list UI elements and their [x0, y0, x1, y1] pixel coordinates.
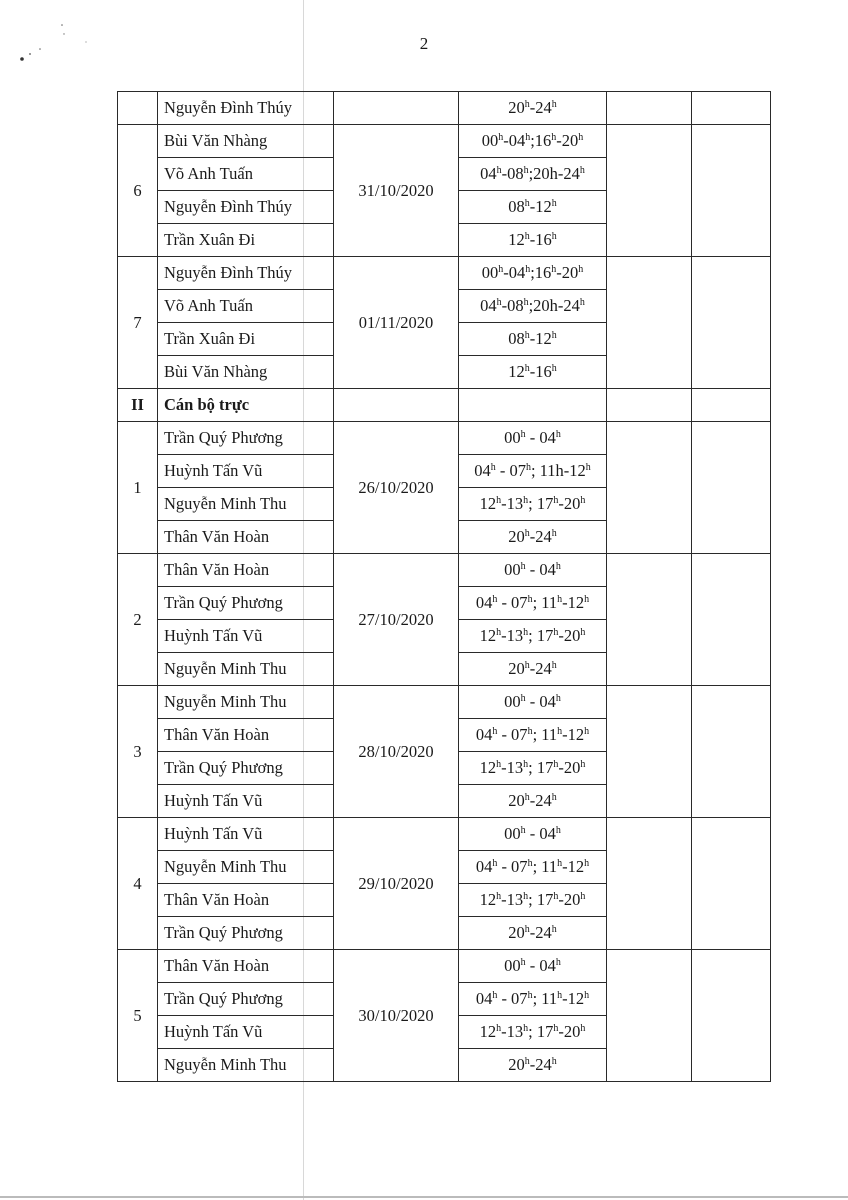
- table-row: [118, 818, 771, 851]
- time-text: -04: [503, 131, 526, 150]
- officer-name: Nguyễn Đình Thúy: [158, 257, 334, 290]
- time-text: ;20h-24: [528, 164, 580, 183]
- officer-name: Nguyễn Minh Thu: [158, 686, 334, 719]
- time-text: -20: [558, 626, 581, 645]
- time-text: - 07: [497, 989, 528, 1008]
- time-superscript: h: [498, 264, 504, 275]
- duty-date: 30/10/2020: [334, 950, 459, 1082]
- officer-name: Trần Xuân Đi: [158, 224, 334, 257]
- duty-time: [459, 257, 607, 290]
- duty-time: [459, 191, 607, 224]
- duty-time: [459, 950, 607, 983]
- time-superscript: h: [523, 165, 529, 176]
- time-text: -24: [529, 1055, 552, 1074]
- time-superscript: h: [584, 726, 590, 737]
- time-text: -20: [558, 494, 581, 513]
- time-superscript: h: [584, 858, 590, 869]
- time-text: ; 11: [532, 725, 558, 744]
- time-text: 04: [475, 989, 493, 1008]
- time-superscript: h: [557, 726, 563, 737]
- time-superscript: h: [557, 858, 563, 869]
- time-superscript: h: [492, 990, 498, 1001]
- duty-time: [459, 92, 607, 125]
- time-text: 04: [480, 296, 497, 315]
- empty-cell: [607, 950, 692, 1082]
- empty-cell: [607, 257, 692, 389]
- time-text: 08: [508, 329, 525, 348]
- empty-cell: [692, 686, 771, 818]
- time-text: -13: [501, 494, 524, 513]
- time-superscript: h: [524, 660, 530, 671]
- time-superscript: h: [551, 792, 557, 803]
- time-text: -24: [529, 791, 552, 810]
- duty-time: [459, 422, 607, 455]
- time-superscript: h: [551, 528, 557, 539]
- empty-cell: [334, 389, 459, 422]
- table-row: [118, 125, 771, 158]
- time-text: 20: [508, 527, 525, 546]
- duty-date: 31/10/2020: [334, 125, 459, 257]
- time-superscript: h: [578, 132, 584, 143]
- time-superscript: h: [527, 858, 533, 869]
- time-text: 00: [504, 692, 521, 711]
- officer-name: Võ Anh Tuấn: [158, 158, 334, 191]
- time-superscript: h: [492, 594, 498, 605]
- time-superscript: h: [580, 1023, 586, 1034]
- time-text: - 07: [495, 461, 526, 480]
- time-text: 00: [504, 824, 521, 843]
- time-superscript: h: [523, 759, 529, 770]
- empty-cell: [607, 686, 692, 818]
- time-superscript: h: [524, 924, 530, 935]
- time-superscript: h: [551, 924, 557, 935]
- time-text: - 04: [525, 560, 556, 579]
- time-text: -13: [501, 890, 524, 909]
- time-text: -13: [501, 758, 524, 777]
- time-text: 12: [479, 626, 497, 645]
- time-text: -13: [501, 626, 524, 645]
- time-text: 20: [508, 923, 525, 942]
- duty-date: 29/10/2020: [334, 818, 459, 950]
- time-superscript: h: [557, 594, 563, 605]
- time-text: 12: [479, 890, 497, 909]
- officer-name: Trần Quý Phương: [158, 752, 334, 785]
- time-text: 12: [508, 362, 525, 381]
- time-text: ; 11: [532, 593, 558, 612]
- scan-bottom-edge: [0, 1196, 848, 1198]
- time-superscript: h: [557, 990, 563, 1001]
- time-superscript: h: [553, 759, 559, 770]
- time-superscript: h: [551, 330, 557, 341]
- time-superscript: h: [584, 594, 590, 605]
- row-number: 7: [118, 257, 158, 389]
- time-text: - 07: [497, 593, 528, 612]
- time-superscript: h: [520, 561, 526, 572]
- time-superscript: h: [490, 462, 496, 473]
- time-text: -16: [529, 230, 552, 249]
- time-text: 04: [480, 164, 497, 183]
- time-superscript: h: [492, 858, 498, 869]
- duty-time: [459, 719, 607, 752]
- time-superscript: h: [524, 528, 530, 539]
- time-text: -20: [556, 263, 579, 282]
- officer-name: Trần Quý Phương: [158, 983, 334, 1016]
- duty-time: [459, 752, 607, 785]
- time-superscript: h: [580, 627, 586, 638]
- time-superscript: h: [527, 726, 533, 737]
- row-number: 5: [118, 950, 158, 1082]
- time-superscript: h: [555, 693, 561, 704]
- time-superscript: h: [496, 297, 502, 308]
- row-number: [118, 92, 158, 125]
- time-superscript: h: [496, 759, 502, 770]
- time-superscript: h: [524, 231, 530, 242]
- time-superscript: h: [523, 627, 529, 638]
- time-text: 12: [479, 1022, 497, 1041]
- time-text: 00: [481, 131, 499, 150]
- duty-time: [459, 224, 607, 257]
- time-superscript: h: [496, 891, 502, 902]
- time-superscript: h: [585, 462, 591, 473]
- time-text: 12: [479, 758, 497, 777]
- time-text: ; 17: [528, 758, 554, 777]
- officer-name: Trần Quý Phương: [158, 422, 334, 455]
- time-superscript: h: [584, 990, 590, 1001]
- time-superscript: h: [492, 726, 498, 737]
- time-text: 04: [475, 593, 493, 612]
- time-superscript: h: [524, 198, 530, 209]
- officer-name: Thân Văn Hoàn: [158, 884, 334, 917]
- duty-time: [459, 884, 607, 917]
- table-row: [118, 950, 771, 983]
- time-text: ;16: [530, 263, 552, 282]
- time-superscript: h: [523, 891, 529, 902]
- officer-name: Trần Quý Phương: [158, 587, 334, 620]
- time-superscript: h: [524, 330, 530, 341]
- time-superscript: h: [555, 957, 561, 968]
- time-text: -16: [529, 362, 552, 381]
- duty-time: [459, 983, 607, 1016]
- time-superscript: h: [496, 627, 502, 638]
- duty-time: [459, 851, 607, 884]
- time-text: -12: [562, 593, 585, 612]
- time-text: - 07: [497, 725, 528, 744]
- time-text: -12: [562, 857, 585, 876]
- time-superscript: h: [520, 429, 526, 440]
- duty-schedule-table: [117, 91, 771, 1082]
- empty-cell: [692, 422, 771, 554]
- time-text: - 04: [525, 956, 556, 975]
- empty-cell: [459, 389, 607, 422]
- time-text: ; 17: [528, 1022, 554, 1041]
- time-text: 00: [504, 428, 521, 447]
- time-text: 12: [479, 494, 497, 513]
- time-superscript: h: [553, 627, 559, 638]
- time-superscript: h: [580, 891, 586, 902]
- duty-date: 01/11/2020: [334, 257, 459, 389]
- time-superscript: h: [523, 297, 529, 308]
- time-superscript: h: [579, 297, 585, 308]
- duty-time: [459, 158, 607, 191]
- time-superscript: h: [555, 561, 561, 572]
- time-superscript: h: [579, 165, 585, 176]
- duty-time: [459, 455, 607, 488]
- time-superscript: h: [520, 693, 526, 704]
- time-superscript: h: [524, 792, 530, 803]
- officer-name: Bùi Văn Nhàng: [158, 356, 334, 389]
- empty-cell: [607, 389, 692, 422]
- duty-time: [459, 488, 607, 521]
- officer-name: Thân Văn Hoàn: [158, 521, 334, 554]
- time-superscript: h: [551, 198, 557, 209]
- officer-name: Nguyễn Minh Thu: [158, 1049, 334, 1082]
- duty-time: [459, 521, 607, 554]
- officer-name: Huỳnh Tấn Vũ: [158, 785, 334, 818]
- time-text: ; 17: [528, 890, 554, 909]
- duty-time: [459, 686, 607, 719]
- time-superscript: h: [555, 429, 561, 440]
- time-superscript: h: [498, 132, 504, 143]
- duty-time: [459, 917, 607, 950]
- table-row: [118, 422, 771, 455]
- officer-name: Nguyễn Minh Thu: [158, 488, 334, 521]
- time-text: - 04: [525, 428, 556, 447]
- duty-date: 26/10/2020: [334, 422, 459, 554]
- time-superscript: h: [553, 495, 559, 506]
- schedule-body: [118, 92, 771, 1082]
- time-superscript: h: [524, 99, 530, 110]
- time-superscript: h: [520, 957, 526, 968]
- duty-time: [459, 1049, 607, 1082]
- empty-cell: [692, 125, 771, 257]
- time-superscript: h: [555, 825, 561, 836]
- officer-name: Thân Văn Hoàn: [158, 950, 334, 983]
- table-row: [118, 686, 771, 719]
- officer-name: Nguyễn Minh Thu: [158, 851, 334, 884]
- duty-date: [334, 92, 459, 125]
- row-number: 2: [118, 554, 158, 686]
- officer-name: Huỳnh Tấn Vũ: [158, 455, 334, 488]
- time-text: -12: [529, 197, 552, 216]
- time-text: 20: [508, 659, 525, 678]
- time-superscript: h: [551, 363, 557, 374]
- section-title: Cán bộ trực: [158, 389, 334, 422]
- time-text: 20: [508, 791, 525, 810]
- time-superscript: h: [551, 132, 557, 143]
- duty-time: [459, 1016, 607, 1049]
- page-number: 2: [419, 34, 429, 53]
- empty-cell: [692, 389, 771, 422]
- time-text: ; 11: [532, 857, 558, 876]
- time-text: -20: [556, 131, 579, 150]
- time-superscript: h: [580, 495, 586, 506]
- empty-cell: [607, 125, 692, 257]
- time-text: ; 11h-12: [530, 461, 586, 480]
- time-superscript: h: [496, 495, 502, 506]
- time-text: 12: [508, 230, 525, 249]
- time-text: -12: [529, 329, 552, 348]
- empty-cell: [607, 92, 692, 125]
- row-number: 6: [118, 125, 158, 257]
- time-superscript: h: [525, 264, 531, 275]
- time-superscript: h: [551, 231, 557, 242]
- time-text: -24: [529, 527, 552, 546]
- time-text: 00: [504, 560, 521, 579]
- time-text: -08: [501, 296, 524, 315]
- time-text: 00: [504, 956, 521, 975]
- time-text: -20: [558, 890, 581, 909]
- officer-name: Trần Xuân Đi: [158, 323, 334, 356]
- time-text: -20: [558, 1022, 581, 1041]
- time-text: -04: [503, 263, 526, 282]
- row-number: 3: [118, 686, 158, 818]
- duty-time: [459, 587, 607, 620]
- time-superscript: h: [525, 462, 531, 473]
- empty-cell: [692, 818, 771, 950]
- time-text: 04: [475, 725, 493, 744]
- time-superscript: h: [580, 759, 586, 770]
- time-text: 00: [481, 263, 499, 282]
- duty-time: [459, 785, 607, 818]
- empty-cell: [692, 554, 771, 686]
- officer-name: Bùi Văn Nhàng: [158, 125, 334, 158]
- table-row: [118, 92, 771, 125]
- officer-name: Huỳnh Tấn Vũ: [158, 620, 334, 653]
- time-superscript: h: [551, 1056, 557, 1067]
- duty-time: [459, 653, 607, 686]
- time-text: ; 11: [532, 989, 558, 1008]
- officer-name: Nguyễn Minh Thu: [158, 653, 334, 686]
- time-superscript: h: [496, 1023, 502, 1034]
- time-superscript: h: [524, 1056, 530, 1067]
- time-text: 04: [474, 461, 491, 480]
- time-text: ;16: [530, 131, 552, 150]
- time-superscript: h: [523, 1023, 529, 1034]
- time-superscript: h: [551, 264, 557, 275]
- time-superscript: h: [527, 990, 533, 1001]
- time-text: -12: [562, 989, 585, 1008]
- empty-cell: [607, 554, 692, 686]
- empty-cell: [692, 950, 771, 1082]
- officer-name: Thân Văn Hoàn: [158, 554, 334, 587]
- duty-time: [459, 356, 607, 389]
- time-text: - 04: [525, 692, 556, 711]
- section-number: II: [118, 389, 158, 422]
- time-text: -12: [562, 725, 585, 744]
- time-text: ; 17: [528, 626, 554, 645]
- officer-name: Thân Văn Hoàn: [158, 719, 334, 752]
- time-superscript: h: [578, 264, 584, 275]
- time-superscript: h: [527, 594, 533, 605]
- time-text: - 04: [525, 824, 556, 843]
- duty-date: 27/10/2020: [334, 554, 459, 686]
- duty-date: 28/10/2020: [334, 686, 459, 818]
- officer-name: Võ Anh Tuấn: [158, 290, 334, 323]
- time-superscript: h: [520, 825, 526, 836]
- row-number: 1: [118, 422, 158, 554]
- officer-name: Huỳnh Tấn Vũ: [158, 1016, 334, 1049]
- time-text: -08: [501, 164, 524, 183]
- time-superscript: h: [553, 1023, 559, 1034]
- table-row: [118, 257, 771, 290]
- duty-time: [459, 290, 607, 323]
- row-number: 4: [118, 818, 158, 950]
- duty-time: [459, 125, 607, 158]
- time-superscript: h: [496, 165, 502, 176]
- time-text: - 07: [497, 857, 528, 876]
- officer-name: Nguyễn Đình Thúy: [158, 191, 334, 224]
- time-text: -20: [558, 758, 581, 777]
- time-text: 20: [508, 98, 525, 117]
- officer-name: Nguyễn Đình Thúy: [158, 92, 334, 125]
- time-text: ;20h-24: [528, 296, 580, 315]
- empty-cell: [607, 818, 692, 950]
- empty-cell: [692, 92, 771, 125]
- table-row: [118, 554, 771, 587]
- time-text: 20: [508, 1055, 525, 1074]
- duty-time: [459, 323, 607, 356]
- time-superscript: h: [524, 363, 530, 374]
- time-superscript: h: [551, 660, 557, 671]
- time-text: -24: [529, 923, 552, 942]
- empty-cell: [607, 422, 692, 554]
- time-text: ; 17: [528, 494, 554, 513]
- time-text: 08: [508, 197, 525, 216]
- time-text: -24: [529, 98, 552, 117]
- time-superscript: h: [551, 99, 557, 110]
- duty-time: [459, 818, 607, 851]
- time-text: -24: [529, 659, 552, 678]
- duty-time: [459, 554, 607, 587]
- empty-cell: [692, 257, 771, 389]
- time-text: 04: [475, 857, 493, 876]
- time-superscript: h: [525, 132, 531, 143]
- time-superscript: h: [523, 495, 529, 506]
- duty-time: [459, 620, 607, 653]
- officer-name: Huỳnh Tấn Vũ: [158, 818, 334, 851]
- section-row: [118, 389, 771, 422]
- time-text: -13: [501, 1022, 524, 1041]
- time-superscript: h: [553, 891, 559, 902]
- officer-name: Trần Quý Phương: [158, 917, 334, 950]
